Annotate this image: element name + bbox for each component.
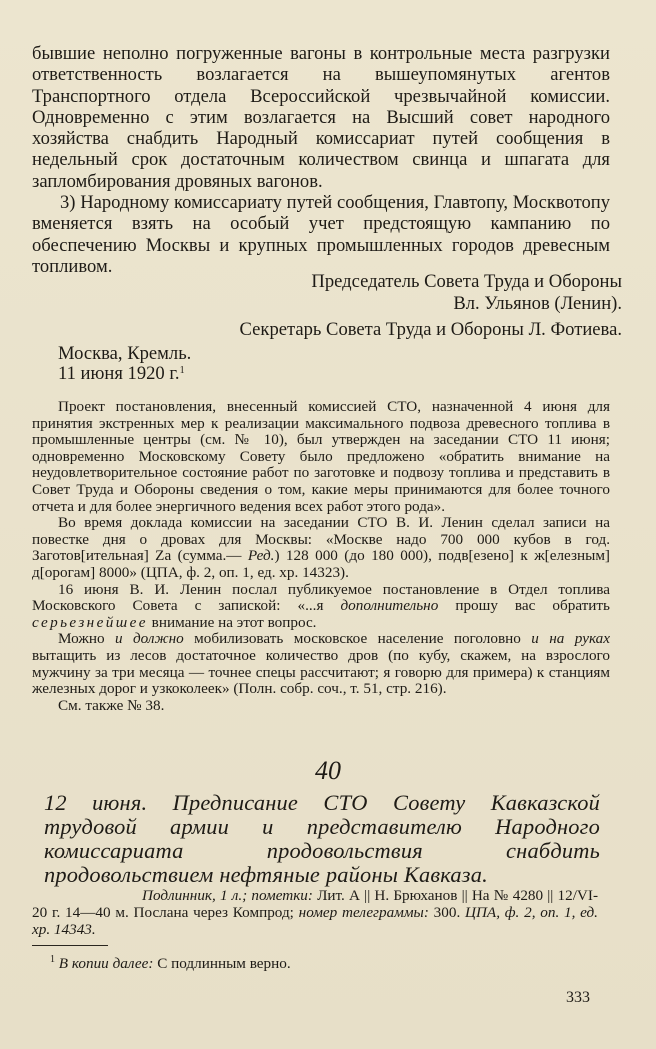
note-paragraph-4: Можно и должно мобилизовать московское население поголовно и на руках вытащить из лесов достаточное количество дров (по кубу, скажем, на взрослого мужчину за три месяца — точнее спецы рассчитают; я говорю для примера) к станциям железных дорог и узкоколеек» (Полн. собр. соч., т. 51, стр. 216). xyxy=(32,630,611,698)
date: 11 июня 1920 г. xyxy=(58,363,180,384)
document-title: 12 июня. Предписание СТО Совету Кавказской трудовой армии и представителю Народного комиссариата продовольствия снабдить продовольствием нефтяные районы Кавказа. xyxy=(44,790,600,887)
main-text xyxy=(32,43,610,277)
editorial-notes xyxy=(32,399,610,714)
archive-reference: Подлинник, 1 л.; пометки: Лит. А || Н. Брюханов || На № 4280 || 12/VI-20 г. 14—40 м. Послана через Компрод; номер телеграммы: 300. ЦПА, ф. 2, оп. 1, ед. хр. 14343. xyxy=(32,887,598,938)
place: Москва, Кремль. xyxy=(58,343,192,364)
footnote-ref: 1 xyxy=(179,365,185,376)
secretary-signature: Секретарь Совета Труда и Обороны Л. Фотиева. xyxy=(239,319,622,340)
chair-name: Вл. Ульянов (Ленин). xyxy=(453,293,622,314)
note-paragraph-2: Во время доклада комиссии на заседании СТО В. И. Ленин сделал записи на повестке дня о дровах для Москвы: «Москве надо 700 000 кубов в год. Заготов[ительная] Za (сумма.— Ред.) 128 000 (до 180 000), подв[езено] к ж[елезным] д[орогам] 8000» (ЦПА, ф. 2, оп. 1, ед. хр. 14323). xyxy=(32,514,610,581)
note-paragraph-1: Проект постановления, внесенный комиссией СТО, назначенной 4 июня для принятия экстренных мер к реализации максимального подвоза древесного топлива в промышленные центры (см. № 10), был утвержден на заседании СТО 11 июня; одновременно Московскому Совету было предложено «обратить внимание на неудовлетворительное состояние работ по заготовке и подвозу топлива и представить в Совет Труда и Обороны сведения о том, какие меры принимаются для более точного отчета и для более энергичного ведения всех работ этого рода». xyxy=(32,398,610,515)
note-paragraph-5: См. также № 38. xyxy=(58,696,165,714)
date-line xyxy=(58,363,185,384)
body-paragraph-2: 3) Народному комиссариату путей сообщения, Главтопу, Москвотопу вменяется взять на особый учет предстоящую кампанию по обеспечению Москвы и крупных промышленных городов древесным топливом. xyxy=(32,192,610,277)
body-paragraph-1: бывшие неполно погруженные вагоны в контрольные места разгрузки ответственность возлагается на вышеупомянутых агентов Транспортного отдела Всероссийской чрезвычайной комиссии. Одновременно с этим возлагается на Высший совет народного хозяйства снабдить Народный комиссариат путей сообщения в недельный срок достаточным количеством свинца и шпагата для запломбирования дровяных вагонов. xyxy=(32,43,610,192)
document-number: 40 xyxy=(315,756,341,785)
page-number: 333 xyxy=(566,989,590,1006)
note-paragraph-3: 16 июня В. И. Ленин послал публикуемое постановление в Отдел топлива Московского Совета с запиской: «...я дополнительно прошу вас обратить серьезнейшее внимание на этот вопрос. xyxy=(32,580,610,631)
footnote: $^1$ В копии далее: С подлинным верно. xyxy=(50,954,291,972)
chair-title: Председатель Совета Труда и Обороны xyxy=(311,271,622,292)
footnote-divider xyxy=(32,945,108,946)
